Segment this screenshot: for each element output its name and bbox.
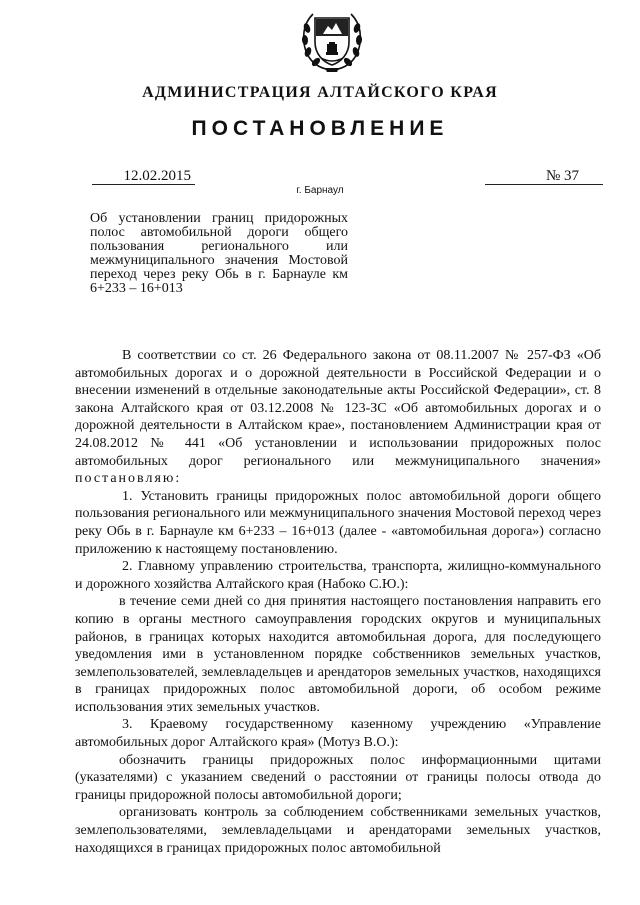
clause-3-item-2: организовать контроль за соблюдением собственниками земельных участков, землепользователями, землевладельцами и арендаторами земельных участков, находящихся в границах придорожных полос автомобильной <box>75 805 601 856</box>
document-body <box>75 347 601 857</box>
document-date: 12.02.2015 <box>92 168 195 185</box>
organization-name: АДМИНИСТРАЦИЯ АЛТАЙСКОГО КРАЯ <box>142 84 498 101</box>
document-subject: Об установлении границ придорожных полос автомобильной дороги общего пользования регионального или межмуниципального значения Мостовой переход через реку Обь в г. Барнауле км 6+233 – 16+013 <box>90 211 348 296</box>
preamble-paragraph <box>75 347 601 488</box>
clause-3-item-1: обозначить границы придорожных полос информационными щитами (указателями) с указанием сведений о расстоянии от границы полосы отвода до границы придорожной полосы автомобильной дороги; <box>75 752 601 803</box>
city-label: г. Барнаул <box>296 185 344 196</box>
decree-word: постановляю: <box>75 471 182 487</box>
clause-3: 3. Краевому государственному казенному учреждению «Управление автомобильных дорог Алтайского края» (Мотуз В.О.): <box>75 717 601 751</box>
preamble-text: В соответствии со ст. 26 Федерального закона от 08.11.2007 № 257-ФЗ «Об автомобильных дорогах и о дорожной деятельности в Российской Федерации и о внесении изменений в отдельные законодательные акты Российской Федерации», ст. 8 закона Алтайского края от 03.12.2008 № 123-ЗС «Об автомобильных дорогах и о дорожной деятельности в Алтайском крае», постановлением Администрации края от 24.08.2012 № 441 «Об установлении и использовании придорожных полос автомобильных дорог регионального или межмуниципального значения» <box>75 348 601 469</box>
coat-of-arms-icon <box>297 6 367 76</box>
clause-2: 2. Главному управлению строительства, транспорта, жилищно-коммунального и дорожного хозяйства Алтайского края (Набоко С.Ю.): <box>75 559 601 592</box>
clause-1: 1. Установить границы придорожных полос автомобильной дороги общего пользования регионального или межмуниципального значения Мостовой переход через реку Обь в г. Барнауле км 6+233 – 16+013 (далее - «автомобильная дорога») согласно приложению к настоящему постановлению. <box>75 488 601 557</box>
document-number: № 37 <box>485 168 603 185</box>
clause-2-item: в течение семи дней со дня принятия настоящего постановления направить его копию в органы местного самоуправления городских округов и муниципальных районов, в границах которых находится автомобильная дорога, для последующего уведомления ими в установленном порядке собственников земельных участков, землепользователей, землевладельцев и арендаторов земельных участков, находящихся в границах придорожных полос автомобильной дороги, об особом режиме использования этих земельных участков. <box>75 594 601 715</box>
document-type: ПОСТАНОВЛЕНИЕ <box>191 117 449 140</box>
